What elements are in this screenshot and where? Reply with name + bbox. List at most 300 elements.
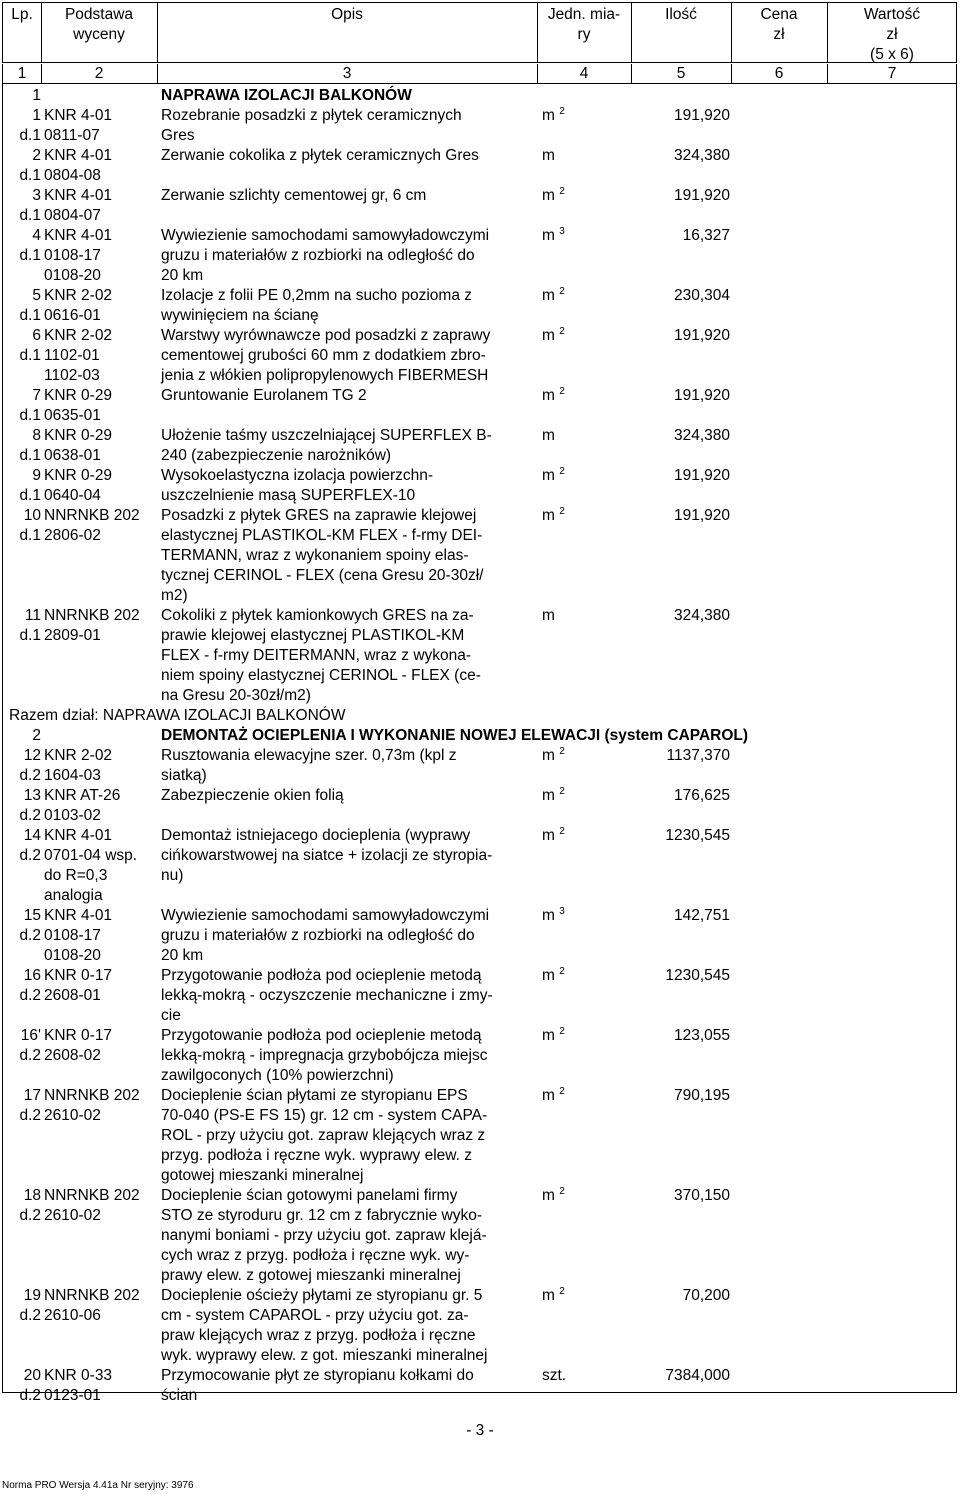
row-unit-exponent: 2 bbox=[559, 1186, 565, 1197]
row-number-line: 2 bbox=[32, 727, 41, 744]
header-wartosc: Wartość zł (5 x 6) bbox=[863, 6, 921, 63]
row-number-line: 10 bbox=[23, 507, 41, 524]
row-description bbox=[161, 286, 541, 326]
row-code-line: NNRNKB 202 bbox=[44, 1287, 140, 1304]
row-code-line: KNR 4-01 bbox=[44, 227, 113, 244]
row-description-line: na Gresu 20-30zł/m2) bbox=[161, 687, 311, 704]
row-quantity: 7384,000 bbox=[665, 1367, 730, 1384]
row-number-line: 8 bbox=[32, 427, 41, 444]
row-number-line: d.2 bbox=[19, 1047, 41, 1064]
row-description-line: praw klejących wraz z przyg. podłoża i ręczne bbox=[161, 1327, 476, 1344]
row-number-line: d.1 bbox=[19, 487, 41, 504]
row-code-line: KNR 4-01 bbox=[44, 147, 113, 164]
row-number bbox=[5, 506, 41, 546]
header-opis: Opis bbox=[331, 6, 363, 23]
row-description-line: m2) bbox=[161, 587, 188, 604]
row-unit-text: szt. bbox=[542, 1367, 567, 1384]
header-ilosc: Ilość bbox=[665, 6, 697, 23]
row-code bbox=[44, 786, 159, 826]
row-description-line: cie bbox=[161, 1007, 181, 1024]
row-quantity: 324,380 bbox=[673, 427, 730, 444]
table-header bbox=[2, 2, 957, 63]
row-unit bbox=[542, 1366, 592, 1386]
row-number-line: 16' bbox=[20, 1027, 41, 1044]
row-code-line: KNR 4-01 bbox=[44, 827, 113, 844]
row-number-line: d.1 bbox=[19, 347, 41, 364]
row-unit-exponent: 2 bbox=[559, 1286, 565, 1297]
row-number bbox=[5, 386, 41, 426]
row-number-line: d.2 bbox=[19, 987, 41, 1004]
row-quantity: 370,150 bbox=[673, 1187, 730, 1204]
row-code-line: KNR 0-29 bbox=[44, 427, 113, 444]
row-description-line: Wysokoelastyczna izolacja powierzchn- bbox=[161, 467, 434, 484]
header-podstawa: Podstawa wyceny bbox=[64, 6, 134, 43]
row-description-line: Zabezpieczenie okien folią bbox=[161, 787, 344, 804]
row-description-line: uszczelnienie masą SUPERFLEX-10 bbox=[161, 487, 416, 504]
row-number bbox=[5, 606, 41, 646]
row-description bbox=[161, 786, 541, 806]
row-description bbox=[161, 746, 541, 786]
row-unit bbox=[542, 1026, 592, 1046]
row-unit-text: m bbox=[542, 467, 555, 484]
row-number-line: 6 bbox=[32, 327, 41, 344]
column-number: 1 bbox=[17, 65, 27, 82]
row-number bbox=[5, 746, 41, 786]
row-code-line: 1102-01 bbox=[44, 347, 100, 364]
row-number bbox=[5, 786, 41, 826]
row-description-line: Zerwanie cokolika z płytek ceramicznych Gres bbox=[161, 147, 479, 164]
row-description-line: Cokoliki z płytek kamionkowych GRES na za- bbox=[161, 607, 474, 624]
row-unit-exponent: 2 bbox=[559, 1086, 565, 1097]
row-unit-text: m bbox=[542, 287, 555, 304]
row-description-line: gruzu i materiałów z rozbiorki na odległość do bbox=[161, 927, 475, 944]
row-description-line: Przygotowanie podłoża pod ocieplenie metodą bbox=[161, 967, 482, 984]
row-code-line: NNRNKB 202 bbox=[44, 607, 140, 624]
row-unit-exponent: 2 bbox=[559, 966, 565, 977]
row-description-line: Docieplenie ścian płytami ze styropianu EPS bbox=[161, 1087, 468, 1104]
row-quantity: 1230,545 bbox=[665, 827, 730, 844]
column-numbers-row bbox=[2, 64, 957, 84]
row-unit-text: m bbox=[542, 967, 555, 984]
row-number bbox=[5, 466, 41, 506]
row-unit-text: m bbox=[542, 787, 555, 804]
row-code bbox=[44, 326, 159, 386]
row-code bbox=[44, 1026, 159, 1066]
row-description-line: prawie klejowej elastycznej PLASTIKOL-KM bbox=[161, 627, 465, 644]
row-unit-exponent: 2 bbox=[559, 506, 565, 517]
row-code-line: 0640-04 bbox=[44, 487, 101, 504]
row-description-line: ścian bbox=[161, 1387, 198, 1404]
row-number-line: 17 bbox=[23, 1087, 41, 1104]
row-number-line: 20 bbox=[23, 1367, 41, 1384]
row-quantity: 191,920 bbox=[673, 387, 730, 404]
row-number-line: d.2 bbox=[19, 807, 41, 824]
section-summary: Razem dział: NAPRAWA IZOLACJI BALKONÓW bbox=[9, 707, 346, 724]
row-unit bbox=[542, 1186, 592, 1206]
row-code-line: KNR 2-02 bbox=[44, 327, 113, 344]
row-unit-exponent: 3 bbox=[559, 226, 565, 237]
row-code-line: 2608-02 bbox=[44, 1047, 101, 1064]
row-code bbox=[44, 746, 159, 786]
row-quantity: 1230,545 bbox=[665, 967, 730, 984]
row-description bbox=[161, 1186, 541, 1286]
row-code-line: KNR 0-17 bbox=[44, 1027, 113, 1044]
row-code-line: analogia bbox=[44, 887, 103, 904]
row-unit bbox=[542, 606, 592, 626]
row-unit-exponent: 2 bbox=[559, 746, 565, 757]
row-number-line: 3 bbox=[32, 187, 41, 204]
row-code-line: KNR 4-01 bbox=[44, 187, 113, 204]
row-code-line: 2806-02 bbox=[44, 527, 101, 544]
row-unit-exponent: 2 bbox=[559, 466, 565, 477]
row-number-line: d.2 bbox=[19, 1387, 41, 1404]
row-number-line: 9 bbox=[32, 467, 41, 484]
row-code-line: KNR 4-01 bbox=[44, 907, 113, 924]
row-code bbox=[44, 966, 159, 1006]
row-unit bbox=[542, 826, 592, 846]
row-quantity: 123,055 bbox=[673, 1027, 730, 1044]
row-number-line: 4 bbox=[32, 227, 41, 244]
row-code-line: NNRNKB 202 bbox=[44, 1187, 140, 1204]
row-number-line: d.2 bbox=[19, 1307, 41, 1324]
row-quantity: 176,625 bbox=[673, 787, 730, 804]
row-unit-exponent: 2 bbox=[559, 786, 565, 797]
row-description-line: Docieplenie ścian gotowymi panelami firmy bbox=[161, 1187, 458, 1204]
row-description-line: prawy elew. z gotowej mieszanki mineralnej bbox=[161, 1267, 461, 1284]
column-number: 7 bbox=[887, 65, 897, 82]
row-number-line: 7 bbox=[32, 387, 41, 404]
row-code bbox=[44, 466, 159, 506]
row-number bbox=[5, 106, 41, 146]
row-number-line: d.1 bbox=[19, 527, 41, 544]
row-unit-exponent: 2 bbox=[559, 286, 565, 297]
row-unit-text: m bbox=[542, 107, 555, 124]
row-description-line: gruzu i materiałów z rozbiorki na odległość do bbox=[161, 247, 475, 264]
row-quantity: 16,327 bbox=[682, 227, 730, 244]
row-unit-text: m bbox=[542, 227, 555, 244]
row-description bbox=[161, 326, 541, 386]
row-unit-exponent: 2 bbox=[559, 106, 565, 117]
row-unit bbox=[542, 466, 592, 486]
row-code bbox=[44, 1186, 159, 1226]
row-number-line: d.2 bbox=[19, 847, 41, 864]
row-unit bbox=[542, 326, 592, 346]
row-number-line: 16 bbox=[23, 967, 41, 984]
row-number bbox=[5, 826, 41, 866]
row-quantity: 70,200 bbox=[682, 1287, 730, 1304]
row-description-line: Demontaż istniejacego docieplenia (wyprawy bbox=[161, 827, 471, 844]
row-unit-text: m bbox=[542, 1027, 555, 1044]
row-number-line: d.2 bbox=[19, 927, 41, 944]
row-description-line: Docieplenie ościeży płytami ze styropianu gr. 5 bbox=[161, 1287, 483, 1304]
row-quantity: 324,380 bbox=[673, 607, 730, 624]
row-code bbox=[44, 606, 159, 646]
row-unit-text: m bbox=[542, 327, 555, 344]
row-unit-text: m bbox=[542, 1187, 555, 1204]
row-description-line: niem spoiny elastycznej CERINOL - FLEX (ce- bbox=[161, 667, 481, 684]
row-description bbox=[161, 146, 541, 166]
row-number bbox=[5, 286, 41, 326]
row-number-line: d.1 bbox=[19, 127, 41, 144]
row-description bbox=[161, 186, 541, 206]
row-description-line: cementowej grubości 60 mm z dodatkiem zbro- bbox=[161, 347, 486, 364]
row-code-line: do R=0,3 bbox=[44, 867, 108, 884]
row-number bbox=[5, 226, 41, 266]
row-description-line: Przymocowanie płyt ze styropianu kołkami do bbox=[161, 1367, 474, 1384]
row-code-line: 2610-02 bbox=[44, 1207, 101, 1224]
row-code-line: KNR 0-33 bbox=[44, 1367, 113, 1384]
column-number: 3 bbox=[342, 65, 352, 82]
row-number bbox=[5, 906, 41, 946]
row-number-line: 15 bbox=[23, 907, 41, 924]
row-description-line: jenia z włókien polipropylenowych FIBERMESH bbox=[161, 367, 489, 384]
row-description-line: Warstwy wyrównawcze pod posadzki z zaprawy bbox=[161, 327, 491, 344]
row-unit-text: m bbox=[542, 147, 555, 164]
row-number-line: 2 bbox=[32, 147, 41, 164]
row-number bbox=[5, 1026, 41, 1066]
row-code-line: KNR 0-29 bbox=[44, 387, 113, 404]
row-description bbox=[161, 1086, 541, 1186]
row-unit bbox=[542, 966, 592, 986]
row-description-line: Rusztowania elewacyjne szer. 0,73m (kpl z bbox=[161, 747, 457, 764]
row-number-line: 5 bbox=[32, 287, 41, 304]
row-code-line: 0811-07 bbox=[44, 127, 100, 144]
row-description-line: Wywiezienie samochodami samowyładowczymi bbox=[161, 227, 490, 244]
row-code-line: KNR AT-26 bbox=[44, 787, 121, 804]
row-description bbox=[161, 1286, 541, 1366]
row-number bbox=[5, 1086, 41, 1126]
row-number bbox=[5, 1286, 41, 1326]
row-description-line: tycznej CERINOL - FLEX (cena Gresu 20-30zł/ bbox=[161, 567, 484, 584]
row-code-line: 0635-01 bbox=[44, 407, 101, 424]
row-code-line: 1604-03 bbox=[44, 767, 101, 784]
row-number bbox=[5, 426, 41, 466]
row-unit-text: m bbox=[542, 1087, 555, 1104]
row-code-line: 0804-07 bbox=[44, 207, 101, 224]
row-number-line: d.1 bbox=[19, 167, 41, 184]
row-description-line: cych wraz z przyg. podłoża i ręczne wyk. wy- bbox=[161, 1247, 470, 1264]
row-description-line: 70-040 (PS-E FS 15) gr. 12 cm - system CAPA- bbox=[161, 1107, 488, 1124]
row-code bbox=[44, 906, 159, 966]
row-number bbox=[5, 86, 41, 106]
row-number bbox=[5, 966, 41, 1006]
row-description-line: zawilgoconych (10% powierzchni) bbox=[161, 1067, 394, 1084]
row-unit-exponent: 2 bbox=[559, 826, 565, 837]
row-description-line: Przygotowanie podłoża pod ocieplenie metodą bbox=[161, 1027, 482, 1044]
row-description-line: 240 (zabezpieczenie narożników) bbox=[161, 447, 392, 464]
row-unit-text: m bbox=[542, 907, 555, 924]
row-unit bbox=[542, 106, 592, 126]
row-quantity: 191,920 bbox=[673, 327, 730, 344]
row-code bbox=[44, 226, 159, 286]
row-description-line: ROL - przy użyciu got. zapraw klejących wraz z bbox=[161, 1127, 486, 1144]
header-lp: Lp. bbox=[11, 6, 33, 23]
row-unit bbox=[542, 146, 592, 166]
row-code-line: 0638-01 bbox=[44, 447, 101, 464]
row-number bbox=[5, 1186, 41, 1226]
header-cena: Cena zł bbox=[760, 6, 798, 43]
row-code bbox=[44, 146, 159, 186]
row-number-line: 1 bbox=[32, 87, 41, 104]
row-code bbox=[44, 106, 159, 146]
row-description bbox=[161, 906, 541, 966]
row-description bbox=[161, 966, 541, 1026]
row-unit-text: m bbox=[542, 507, 555, 524]
row-number-line: d.1 bbox=[19, 447, 41, 464]
row-description-line: Gruntowanie Eurolanem TG 2 bbox=[161, 387, 367, 404]
row-code bbox=[44, 286, 159, 326]
row-description bbox=[161, 1026, 541, 1086]
row-unit bbox=[542, 1086, 592, 1106]
row-code-line: KNR 2-02 bbox=[44, 747, 113, 764]
column-number: 5 bbox=[676, 65, 686, 82]
row-code bbox=[44, 186, 159, 226]
row-quantity: 1137,370 bbox=[666, 747, 730, 764]
row-description-line: Izolacje z folii PE 0,2mm na sucho pozioma z bbox=[161, 287, 472, 304]
row-number-line: d.2 bbox=[19, 1107, 41, 1124]
row-unit bbox=[542, 426, 592, 446]
row-description-line: Gres bbox=[161, 127, 195, 144]
row-unit bbox=[542, 786, 592, 806]
row-unit bbox=[542, 186, 592, 206]
row-unit-text: m bbox=[542, 827, 555, 844]
row-description bbox=[161, 1366, 541, 1406]
row-description bbox=[161, 726, 749, 746]
page-number: - 3 - bbox=[466, 1422, 494, 1439]
row-number-line: d.1 bbox=[19, 247, 41, 264]
row-number-line: d.1 bbox=[19, 307, 41, 324]
row-code-line: 2608-01 bbox=[44, 987, 101, 1004]
row-number bbox=[5, 146, 41, 186]
row-code-line: 0108-20 bbox=[44, 267, 101, 284]
row-number bbox=[5, 1366, 41, 1406]
row-code-line: NNRNKB 202 bbox=[44, 1087, 140, 1104]
row-description-line: Posadzki z płytek GRES na zaprawie klejowej bbox=[161, 507, 477, 524]
row-unit-exponent: 2 bbox=[559, 326, 565, 337]
row-code bbox=[44, 506, 159, 546]
row-description bbox=[161, 426, 541, 466]
row-description-line: elastycznej PLASTIKOL-KM FLEX - f-rmy DEI- bbox=[161, 527, 483, 544]
software-footer: Norma PRO Wersja 4.41a Nr seryjny: 3976 bbox=[2, 1480, 194, 1491]
row-unit-exponent: 2 bbox=[559, 1026, 565, 1037]
row-description-line: przyg. podłoża i ręczne wyk. wyprawy elew. z bbox=[161, 1147, 472, 1164]
row-description bbox=[161, 386, 541, 406]
row-unit bbox=[542, 746, 592, 766]
row-code-line: NNRNKB 202 bbox=[44, 507, 140, 524]
row-code-line: 2610-02 bbox=[44, 1107, 101, 1124]
row-code-line: 0108-17 bbox=[44, 927, 101, 944]
row-number-line: 18 bbox=[23, 1187, 41, 1204]
row-number-line: d.1 bbox=[19, 627, 41, 644]
row-code-line: 0701-04 wsp. bbox=[44, 847, 138, 864]
row-number-line: d.1 bbox=[19, 407, 41, 424]
row-description bbox=[161, 226, 541, 286]
row-quantity: 191,920 bbox=[673, 507, 730, 524]
row-number-line: d.1 bbox=[19, 207, 41, 224]
row-code-line: KNR 2-02 bbox=[44, 287, 113, 304]
row-description-line: nanymi boniami - przy użyciu got. zapraw klejá- bbox=[161, 1227, 487, 1244]
row-code bbox=[44, 1086, 159, 1126]
row-code-line: 0804-08 bbox=[44, 167, 101, 184]
row-code-line: 0108-20 bbox=[44, 947, 101, 964]
row-code-line: 0108-17 bbox=[44, 247, 101, 264]
row-description-line: cińkowarstwowej na siatce + izolacji ze styropia- bbox=[161, 847, 493, 864]
cost-table-body bbox=[2, 84, 957, 1404]
row-number-line: d.2 bbox=[19, 767, 41, 784]
row-description-line: wywinięciem na ścianę bbox=[161, 307, 319, 324]
column-number: 4 bbox=[579, 65, 589, 82]
row-code bbox=[44, 426, 159, 466]
row-unit bbox=[542, 226, 592, 246]
row-description-line: DEMONTAŻ OCIEPLENIA I WYKONANIE NOWEJ ELEWACJI (system CAPAROL) bbox=[161, 727, 749, 744]
row-quantity: 191,920 bbox=[673, 187, 730, 204]
row-description bbox=[161, 826, 541, 886]
row-quantity: 191,920 bbox=[673, 467, 730, 484]
row-description bbox=[161, 106, 541, 146]
row-number bbox=[5, 326, 41, 366]
row-unit-exponent: 3 bbox=[559, 906, 565, 917]
row-code-line: KNR 4-01 bbox=[44, 107, 113, 124]
row-description-line: Zerwanie szlichty cementowej gr, 6 cm bbox=[161, 187, 427, 204]
row-unit bbox=[542, 1286, 592, 1306]
row-description-line: 20 km bbox=[161, 947, 204, 964]
row-code bbox=[44, 1366, 159, 1406]
row-code bbox=[44, 386, 159, 426]
row-code-line: 0103-02 bbox=[44, 807, 101, 824]
row-unit bbox=[542, 906, 592, 926]
row-description bbox=[161, 606, 541, 706]
row-description bbox=[161, 506, 541, 606]
row-description-line: NAPRAWA IZOLACJI BALKONÓW bbox=[161, 87, 412, 104]
row-description-line: Rozebranie posadzki z płytek ceramicznych bbox=[161, 107, 462, 124]
row-description-line: lekką-mokrą - oczyszczenie mechaniczne i zmy- bbox=[161, 987, 493, 1004]
row-number-line: 11 bbox=[24, 607, 41, 624]
row-number bbox=[5, 726, 41, 746]
row-unit-text: m bbox=[542, 187, 555, 204]
row-description-line: Ułożenie taśmy uszczelniającej SUPERFLEX B- bbox=[161, 427, 492, 444]
column-number: 2 bbox=[94, 65, 104, 82]
row-description-line: siatką) bbox=[161, 767, 207, 784]
row-description-line: FLEX - f-rmy DEITERMANN, wraz z wykona- bbox=[161, 647, 472, 664]
row-description bbox=[161, 86, 541, 106]
row-description-line: nu) bbox=[161, 867, 184, 884]
row-description-line: lekką-mokrą - impregnacja grzybobójcza miejsc bbox=[161, 1047, 488, 1064]
header-jedn: Jedn. mia- ry bbox=[547, 6, 621, 43]
column-number: 6 bbox=[774, 65, 784, 82]
row-code-line: 1102-03 bbox=[44, 367, 100, 384]
row-quantity: 230,304 bbox=[673, 287, 730, 304]
row-description-line: wyk. wyprawy elew. z got. mieszanki mineralnej bbox=[161, 1347, 488, 1364]
row-description-line: Wywiezienie samochodami samowyładowczymi bbox=[161, 907, 490, 924]
row-quantity: 324,380 bbox=[673, 147, 730, 164]
row-number bbox=[5, 186, 41, 226]
row-unit-exponent: 2 bbox=[559, 186, 565, 197]
row-description-line: 20 km bbox=[161, 267, 204, 284]
row-unit-text: m bbox=[542, 427, 555, 444]
row-code-line: 0123-01 bbox=[44, 1387, 101, 1404]
row-quantity: 790,195 bbox=[673, 1087, 730, 1104]
row-number-line: 14 bbox=[23, 827, 41, 844]
row-quantity: 142,751 bbox=[673, 907, 730, 924]
row-unit bbox=[542, 506, 592, 526]
row-number-line: d.2 bbox=[19, 1207, 41, 1224]
row-description-line: TERMANN, wraz z wykonaniem spoiny elas- bbox=[161, 547, 469, 564]
row-unit-exponent: 2 bbox=[559, 386, 565, 397]
row-unit-text: m bbox=[542, 387, 555, 404]
row-code-line: KNR 0-17 bbox=[44, 967, 113, 984]
row-code bbox=[44, 1286, 159, 1326]
row-code bbox=[44, 826, 159, 906]
